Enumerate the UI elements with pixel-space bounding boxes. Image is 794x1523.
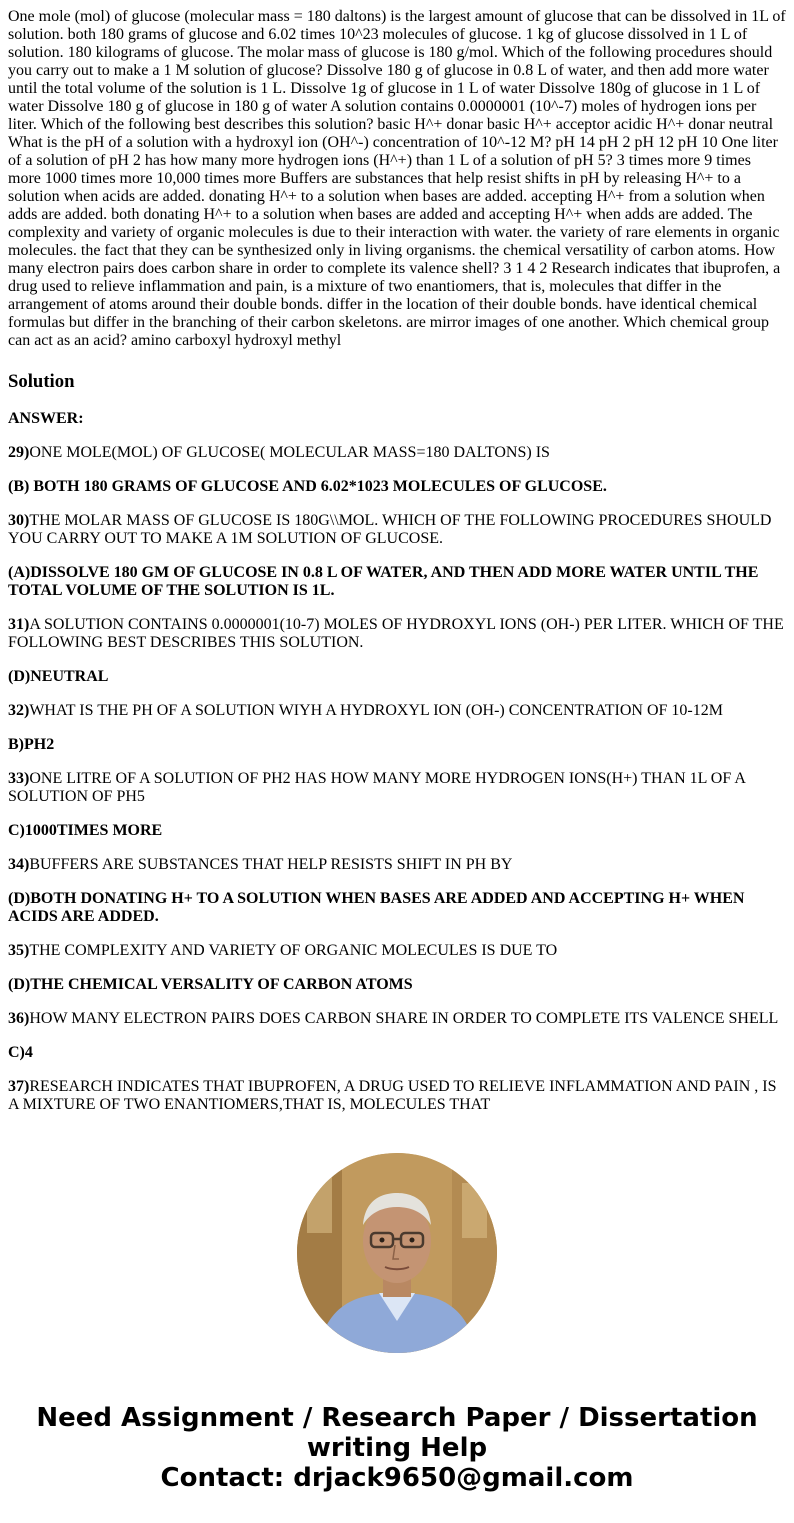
answer-list	[8, 444, 787, 1114]
page-content	[8, 8, 787, 1114]
question-body: WHAT IS THE PH OF A SOLUTION WIYH A HYDROXYL ION (OH-) CONCENTRATION OF 10-12M	[29, 702, 723, 719]
answer-31: (D)NEUTRAL	[8, 668, 109, 685]
question-body: A SOLUTION CONTAINS 0.0000001(10-7) MOLES OF HYDROXYL IONS (OH-) PER LITER. WHICH OF THE FOLLOWING BEST DESCRIBES THIS SOLUTION.	[8, 616, 784, 651]
question-35	[8, 942, 787, 960]
question-36	[8, 1010, 787, 1028]
answer-30: (A)DISSOLVE 180 GM OF GLUCOSE IN 0.8 L OF WATER, AND THEN ADD MORE WATER UNTIL THE TOTAL VOLUME OF THE SOLUTION IS 1L.	[8, 564, 759, 599]
question-number: 36)	[8, 1010, 30, 1027]
question-body: ONE MOLE(MOL) OF GLUCOSE( MOLECULAR MASS=180 DALTONS) IS	[29, 444, 550, 461]
answer-34: (D)BOTH DONATING H+ TO A SOLUTION WHEN BASES ARE ADDED AND ACCEPTING H+ WHEN ACIDS ARE ADDED.	[8, 890, 745, 925]
answer-32: B)PH2	[8, 736, 55, 753]
question-body: THE COMPLEXITY AND VARIETY OF ORGANIC MOLECULES IS DUE TO	[29, 942, 558, 959]
question-number: 29)	[8, 444, 30, 461]
question-number: 33)	[8, 770, 30, 787]
question-29	[8, 444, 787, 462]
solution-heading: Solution	[8, 371, 75, 392]
answer-29: (B) BOTH 180 GRAMS OF GLUCOSE AND 6.02*1023 MOLECULES OF GLUCOSE.	[8, 478, 607, 495]
question-31	[8, 616, 787, 652]
question-30	[8, 512, 787, 548]
question-number: 32)	[8, 702, 30, 719]
question-number: 30)	[8, 512, 30, 529]
answer-36: C)4	[8, 1044, 33, 1061]
footer-line-2: writing Help	[306, 1433, 488, 1463]
footer-contact: Contact: drjack9650@gmail.com	[160, 1463, 634, 1493]
question-body: HOW MANY ELECTRON PAIRS DOES CARBON SHARE IN ORDER TO COMPLETE ITS VALENCE SHELL	[29, 1010, 779, 1027]
question-body: ONE LITRE OF A SOLUTION OF PH2 HAS HOW MANY MORE HYDROGEN IONS(H+) THAN 1L OF A SOLUTION OF PH5	[8, 770, 746, 805]
question-text: One mole (mol) of glucose (molecular mass = 180 daltons) is the largest amount of glucose that can be dissolved in 1L of solution. both 180 grams of glucose and 6.02 times 10^23 molecules of glucose. 1 kg of glucose dissolved in 1 L of solution. 180 kilograms of glucose. The molar mass of glucose is 180 g/mol. Which of the following procedures should you carry out to make a 1 M solution of glucose? Dissolve 180 g of glucose in 0.8 L of water, and then add more water until the total volume of the solution is 1 L. Dissolve 1g of glucose in 1 L of water Dissolve 180g of glucose in 1 L of water Dissolve 180 g of glucose in 180 g of water A solution contains 0.0000001 (10^-7) moles of hydrogen ions per liter. Which of the following best describes this solution? basic H^+ donar basic H^+ acceptor acidic H^+ donar neutral What is the pH of a solution with a hydroxyl ion (OH^-) concentration of 10^-12 M? pH 14 pH 2 pH 12 pH 10 One liter of a solution of pH 2 has how many more hydrogen ions (H^+) than 1 L of a solution of pH 5? 3 times more 9 times more 1000 times more 10,000 times more Buffers are substances that help resist shifts in pH by releasing H^+ to a solution when acids are added. donating H^+ to a solution when bases are added. accepting H^+ from a solution when adds are added. both donating H^+ to a solution when bases are added and accepting H^+ when adds are added. The complexity and variety of organic molecules is due to their interaction with water. the variety of rare elements in organic molecules. the fact that they can be synthesized only in living organisms. the chemical versatility of carbon atoms. How many electron pairs does carbon share in order to complete its valence shell? 3 1 4 2 Research indicates that ibuprofen, a drug used to relieve inflammation and pain, is a mixture of two enantiomers, that is, molecules that differ in the arrangement of atoms around their double bonds. differ in the location of their double bonds. have identical chemical formulas but differ in the branching of their carbon skeletons. are mirror images of one another. Which chemical group can act as an acid? amino carboxyl hydroxyl methyl	[8, 8, 786, 349]
question-number: 31)	[8, 616, 30, 633]
question-33	[8, 770, 787, 806]
question-number: 35)	[8, 942, 30, 959]
question-37	[8, 1078, 787, 1114]
tutor-avatar	[297, 1153, 497, 1353]
answer-33: C)1000TIMES MORE	[8, 822, 163, 839]
question-body: BUFFERS ARE SUBSTANCES THAT HELP RESISTS SHIFT IN PH BY	[29, 856, 513, 873]
answer-label: ANSWER:	[8, 410, 84, 427]
question-body: RESEARCH INDICATES THAT IBUPROFEN, A DRUG USED TO RELIEVE INFLAMMATION AND PAIN , IS A MIXTURE OF TWO ENANTIOMERS,THAT IS, MOLECULES THAT	[8, 1078, 777, 1113]
question-number: 37)	[8, 1078, 30, 1095]
footer-line-1: Need Assignment / Research Paper / Dissertation	[36, 1403, 758, 1433]
question-32	[8, 702, 787, 720]
question-number: 34)	[8, 856, 30, 873]
answer-35: (D)THE CHEMICAL VERSALITY OF CARBON ATOMS	[8, 976, 413, 993]
footer-ad	[0, 1403, 794, 1493]
question-body: THE MOLAR MASS OF GLUCOSE IS 180G\\MOL. WHICH OF THE FOLLOWING PROCEDURES SHOULD YOU CARRY OUT TO MAKE A 1M SOLUTION OF GLUCOSE.	[8, 512, 772, 547]
tutor-portrait-icon	[297, 1153, 497, 1353]
question-34	[8, 856, 787, 874]
